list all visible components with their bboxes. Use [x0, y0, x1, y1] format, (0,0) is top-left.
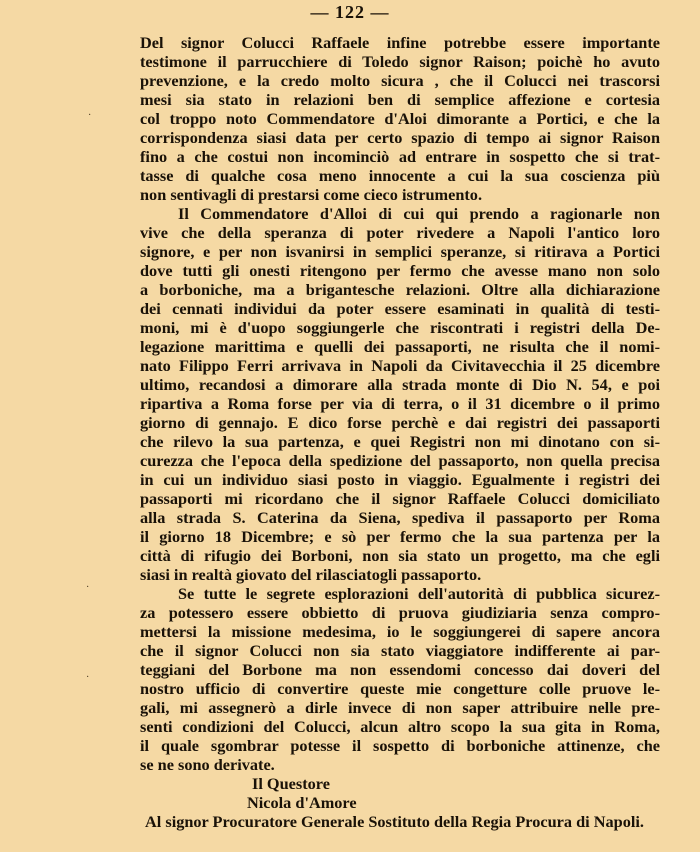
text-line: testimone il parrucchiere di Toledo signor Raison; poichè ho avuto	[140, 52, 660, 71]
text-line: signore, e per non isvanirsi in semplici speranze, si ritirava a Portici	[140, 242, 660, 261]
text-line: legazione marittima e quelli dei passaporti, ne risulta che il nomi-	[140, 337, 660, 356]
text-line: alla strada S. Caterina da Siena, spediva il passaporto per Roma	[140, 508, 660, 527]
text-line: Il Commendatore d'Alloi di cui qui prendo a ragionarle non	[178, 204, 660, 223]
paper-speck: ·	[86, 672, 90, 683]
text-line: passaporti mi ricordano che il signor Raffaele Colucci domiciliato	[140, 489, 660, 508]
text-line: moni, mi è d'uopo soggiungerle che riscontrati i registri della De-	[140, 318, 660, 337]
addressee-line: Al signor Procuratore Generale Sostituto della Regia Procura di Napoli.	[145, 812, 644, 831]
text-line: vive che della speranza di poter rivedere a Napoli l'antico loro	[140, 223, 660, 242]
paper-speck: ·	[86, 582, 90, 593]
text-line: Se tutte le segrete esplorazioni dell'autorità di pubblica sicurez-	[178, 584, 660, 603]
text-line: senti condizioni del Colucci, alcun altro scopo la sua gita in Roma,	[140, 717, 660, 736]
text-line: il quale sgombrar potesse il sospetto di borboniche attinenze, che	[140, 736, 660, 755]
text-line: dei cennati individui da poter essere esaminati in qualità di testi-	[140, 299, 660, 318]
text-line: nostro ufficio di convertire queste mie congetture colle pruove le-	[140, 679, 660, 698]
text-line: tasse di qualche cosa meno innocente a cui la sua coscienza più	[140, 166, 660, 185]
text-line: nato Filippo Ferri arrivava in Napoli da Civitavecchia il 25 dicembre	[140, 356, 660, 375]
text-line: città di rifugio dei Borboni, non sia stato un progetto, ma che egli	[140, 546, 660, 565]
page-number: — 122 —	[310, 2, 390, 22]
text-line: corrispondenza siasi data per certo spazio di tempo ai signor Raison	[140, 128, 660, 147]
text-line: in cui un individuo siasi posto in viaggio. Egualmente i registri dei	[140, 470, 660, 489]
text-line: prevenzione, e la credo molto sicura , che il Colucci nei trascorsi	[140, 71, 660, 90]
text-line: non sentivagli di prestarsi come cieco istrumento.	[140, 185, 483, 204]
text-line: teggiani del Borbone ma non essendomi concesso dai doveri del	[140, 660, 660, 679]
text-line: se ne sono derivate.	[140, 755, 275, 774]
text-line: mesi sia stato in relazioni ben di semplice affezione e cortesia	[140, 90, 660, 109]
text-line: mettersi la missione medesima, io le soggiungerei di sapere ancora	[140, 622, 660, 641]
text-line: za potessero essere obbietto di pruova giudiziaria senza compro-	[140, 603, 660, 622]
text-line: col troppo noto Commendatore d'Aloi dimorante a Portici, e che la	[140, 109, 660, 128]
text-line: giorno di gennajo. E dico forse perchè e dai registri dei passaporti	[140, 413, 660, 432]
text-line: ultimo, recandosi a dimorare alla strada monte di Dio N. 54, e poi	[140, 375, 660, 394]
text-line: a borboniche, ma a brigantesche relazioni. Oltre alla dichiarazione	[140, 280, 660, 299]
text-line: Del signor Colucci Raffaele infine potrebbe essere importante	[140, 33, 660, 52]
signature-title: Il Questore	[252, 774, 330, 793]
paper-speck: ·	[88, 110, 92, 121]
signature-name: Nicola d'Amore	[247, 793, 357, 812]
text-line: gali, mi assegnerò a dirle invece di non saper attribuire nelle pre-	[140, 698, 660, 717]
text-line: curezza che l'epoca della spedizione del passaporto, non quella precisa	[140, 451, 660, 470]
text-line: ripartiva a Roma forse per via di terra, o il 31 dicembre o il primo	[140, 394, 660, 413]
text-line: dove tutti gli onesti ritengono per fermo che avesse mano non solo	[140, 261, 660, 280]
text-line: il giorno 18 Dicembre; e sò per fermo che la sua partenza per la	[140, 527, 660, 546]
text-line: fino a che costui non incominciò ad entrare in sospetto che si trat-	[140, 147, 660, 166]
text-line: che rilevo la sua partenza, e quei Registri non mi dinotano con si-	[140, 432, 660, 451]
text-line: siasi in realtà giovato del rilasciatogli passaporto.	[140, 565, 482, 584]
text-line: che il signor Colucci non sia stato viaggiatore indifferente ai par-	[140, 641, 660, 660]
